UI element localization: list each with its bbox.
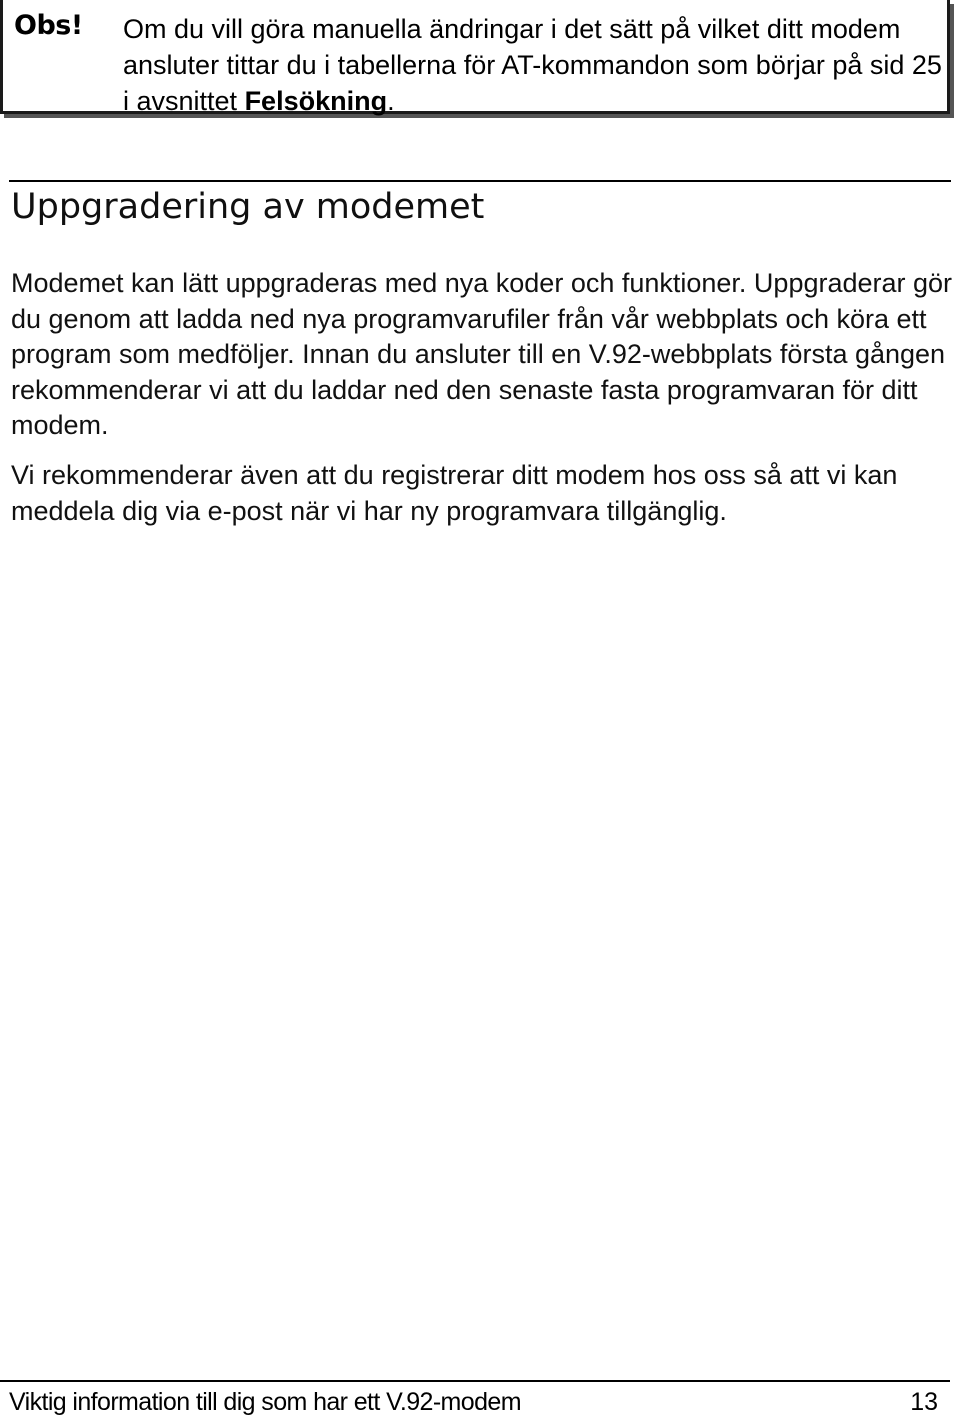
section-divider xyxy=(9,180,951,182)
footer-title: Viktig information till dig som har ett V.92-modem xyxy=(9,1388,521,1416)
note-text-end: . xyxy=(387,86,395,116)
paragraph-register: Vi rekommenderar även att du registrerar ditt modem hos oss så att vi kan meddela dig via e-post när vi har ny programvara tillgänglig. xyxy=(11,460,898,526)
page-number: 13 xyxy=(910,1388,938,1416)
note-text xyxy=(123,11,943,119)
note-box xyxy=(0,0,950,114)
note-label: Obs! xyxy=(14,10,83,41)
section-title: Uppgradering av modemet xyxy=(11,187,485,227)
footer-divider xyxy=(0,1380,950,1382)
note-text-link: Felsökning xyxy=(244,86,388,116)
note-text-main: Om du vill göra manuella ändringar i det sätt på vilket ditt modem ansluter tittar du i tabellerna för AT-kommandon som börjar på sid 25 i avsnittet xyxy=(123,14,942,116)
paragraph-upgrade: Modemet kan lätt uppgraderas med nya koder och funktioner. Uppgraderar gör du genom att ladda ned nya programvarufiler från vår webbplats och köra ett program som medföljer. Innan du ansluter till en V.92-webbplats första gången rekommenderar vi att du laddar ned den senaste fasta programvaran för ditt modem. xyxy=(11,268,953,440)
